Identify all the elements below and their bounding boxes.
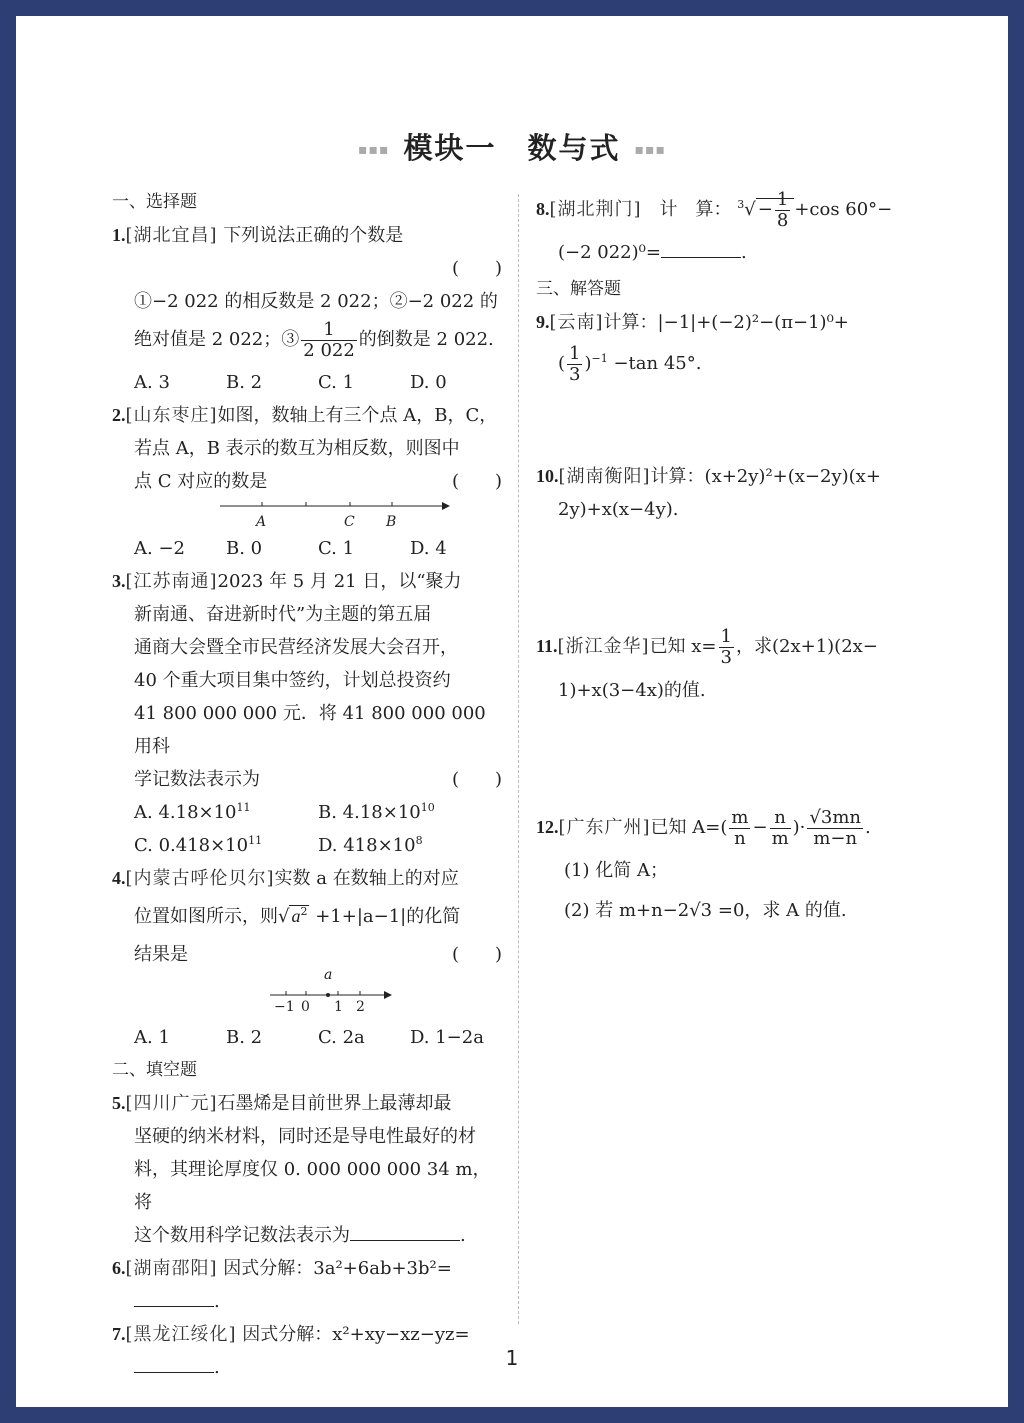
answer-line: . [112,1285,502,1318]
point-a-label: a [324,967,333,983]
question-text: 因式分解：3a²+6ab+3b²= [223,1258,452,1279]
page-title [16,126,1008,167]
answer-paren: ( ) [451,944,502,965]
point-a-label: A [256,514,267,530]
tick-label: 1 [334,999,343,1015]
question-11 [536,624,926,804]
question-text: 如图，数轴上有三个点 A，B，C， [217,405,498,426]
question-text: 2y)+x(x−4y). [558,499,679,520]
question-number: 12. [536,817,559,837]
options [112,1021,502,1054]
answer-blank[interactable] [350,1222,460,1241]
title-right-decoration: ▪▪▪ [634,142,666,158]
option-d: D. 4 [410,538,447,559]
question-number: 4. [112,868,126,888]
question-number: 3. [112,571,126,591]
question-text: 新南通、奋进新时代”为主题的第五届 [134,604,432,625]
question-text: 点 C 对应的数是 ( ) [112,465,502,498]
cube-root-expression: − $\frac{1}{8}$ [756,198,795,220]
question-text: 因式分解：x²+xy−xz−yz= [242,1324,470,1345]
root-index: 3 [737,198,745,211]
options [112,829,502,862]
question-number: 11. [536,636,558,656]
option-b: B. 2 [226,372,263,393]
page-number: 1 [505,1346,519,1370]
right-column [536,186,926,931]
question-text: 40 个重大项目集中签约，计划总投资约 [134,670,451,691]
question-12: 12.[广东广州]已知 A=( $\frac{m}{n}$ − $\frac{n}{m}$ )· $\frac{√3mn}{m-n}$ . (1) 化简 A； (2) 若 m+n−2√3 =0，求 A 的值. [536,804,926,931]
section-fill: 二、填空题 [112,1060,197,1080]
question-text: 位置如图所示，则√ $a^2 +1+|a-1|$的化简 [134,905,461,927]
question-number: 8. [536,199,550,219]
option-a: A. 1 [134,1027,170,1048]
option-d: D. $418\times 10^8$ [318,834,423,856]
answer-line: . [112,1351,502,1384]
question-source: [内蒙古呼伦贝尔] [125,868,275,889]
number-line [134,498,474,532]
question-source: [黑龙江绥化] [125,1324,237,1345]
question-text: 通商大会暨全市民营经济发展大会召开， [134,637,458,658]
question-number: 7. [112,1324,126,1344]
question-text: 若点 A，B 表示的数互为相反数，则图中 [134,438,460,459]
question-text: 已知 A= [650,817,721,838]
question-10 [536,460,926,624]
question-text: ( $\frac{1}{3}$ )$^{-1}$ −tan 45°. [558,342,702,385]
question-5 [112,1087,502,1252]
column-divider [518,194,519,1324]
question-number: 1. [112,225,126,245]
sqrt-expression: $a^2$ [291,905,308,926]
question-3 [112,565,502,862]
question-text: +cos 60°− [794,199,893,220]
title-text: 模块一 数与式 [403,131,621,165]
option-a: A. −2 [134,538,185,559]
left-column [112,186,502,1384]
question-source: [湖北宜昌] [125,225,218,246]
question-text: 学记数法表示为 ( ) [112,763,502,796]
question-1 [112,219,502,399]
fraction: $\frac{1}{2 022}$ [303,318,355,361]
title-left-decoration: ▪▪▪ [358,142,390,158]
question-text: 石墨烯是目前世界上最薄却最 [217,1093,452,1114]
question-text: 这个数用科学记数法表示为 . [112,1219,502,1252]
question-text: ①−2 022 的相反数是 2 022；②−2 022 的 [134,291,498,312]
tick-label: 2 [356,999,365,1015]
question-source: [浙江金华] [557,636,650,657]
option-d: D. 0 [410,372,447,393]
question-source: [湖南邵阳] [125,1258,218,1279]
options [112,366,502,399]
question-2 [112,399,502,565]
option-c: C. 1 [318,538,355,559]
question-source: [湖南衡阳] [558,466,651,487]
answer-blank[interactable] [661,239,741,258]
question-text: 坚硬的纳米材料，同时还是导电性最好的材 [134,1126,476,1147]
sub-question-2: (2) 若 m+n−2√3 =0，求 A 的值. [564,900,847,921]
answer-paren: ( ) [451,769,502,790]
question-source: [四川广元] [125,1093,218,1114]
section-choice: 一、选择题 [112,192,197,212]
question-number: 5. [112,1093,126,1113]
question-9 [536,306,926,460]
option-d: D. 1−2a [410,1027,484,1048]
question-text: 计 算： [659,199,732,220]
option-c: C. 2a [318,1027,365,1048]
option-b: B. 0 [226,538,263,559]
question-number: 9. [536,312,550,332]
question-source: [湖北荆门] [549,199,642,220]
options [112,796,502,829]
question-text: 结果是 ( ) [112,938,502,971]
question-number: 6. [112,1258,126,1278]
point-b-label: B [386,514,397,530]
number-line-figure [134,967,502,1021]
number-line-figure [134,498,502,532]
question-text: 41 800 000 000 元．将 41 800 000 000 用科 [134,703,486,757]
question-source: [广东广州] [558,817,651,838]
question-text: 料，其理论厚度仅 0. 000 000 000 34 m，将 [134,1159,491,1213]
question-text: 绝对值是 2 022；③ $\frac{1}{2 022}$ 的倒数是 2 022. [134,318,494,361]
sub-question-1: (1) 化简 A； [564,860,668,881]
question-text: 1)+x(3−4x)的值. [558,680,706,701]
question-text: 下列说法正确的个数是 [223,225,404,246]
question-text: 已知 x= [649,636,717,657]
options [112,532,502,565]
question-source: [江苏南通] [125,571,218,592]
page [16,16,1008,1407]
point-c-label: C [344,514,355,530]
answer-paren: ( ) [451,258,502,279]
question-text: 2023 年 5 月 21 日，以“聚力 [217,571,462,592]
question-source: [云南] [549,312,604,333]
question-text: ，求(2x+1)(2x− [735,636,878,657]
question-4 [112,862,502,1054]
question-text: 计算：(x+2y)²+(x−2y)(x+ [650,466,881,487]
fraction: $\frac{1}{3}$ [720,625,732,668]
tick-label: 0 [301,999,310,1015]
tick-label: −1 [274,999,295,1015]
option-c: C. 1 [318,372,355,393]
option-a: A. $4.18\times 10^{11}$ [134,801,251,823]
question-source: [山东枣庄] [125,405,218,426]
question-6 [112,1252,502,1318]
option-c: C. $0.418\times 10^{11}$ [134,834,263,856]
section-answer: 三、解答题 [536,279,621,299]
option-b: B. 2 [226,1027,263,1048]
question-number: 10. [536,466,559,486]
option-b: B. $4.18\times 10^{10}$ [318,801,435,823]
answer-line: (−2 022)⁰= . [536,233,926,273]
question-8: 8.[湖北荆门] 计 算： $^3$√ − $\frac{1}{8}$ +cos 60°− (−2 022)⁰= . [536,186,926,273]
answer-paren: ( ) [451,471,502,492]
answer-blank[interactable] [134,1288,214,1307]
question-number: 2. [112,405,126,425]
question-text: 实数 a 在数轴上的对应 [274,868,459,889]
question-text: 计算：|−1|+(−2)²−(π−1)⁰+ [603,312,849,333]
option-a: A. 3 [134,372,170,393]
